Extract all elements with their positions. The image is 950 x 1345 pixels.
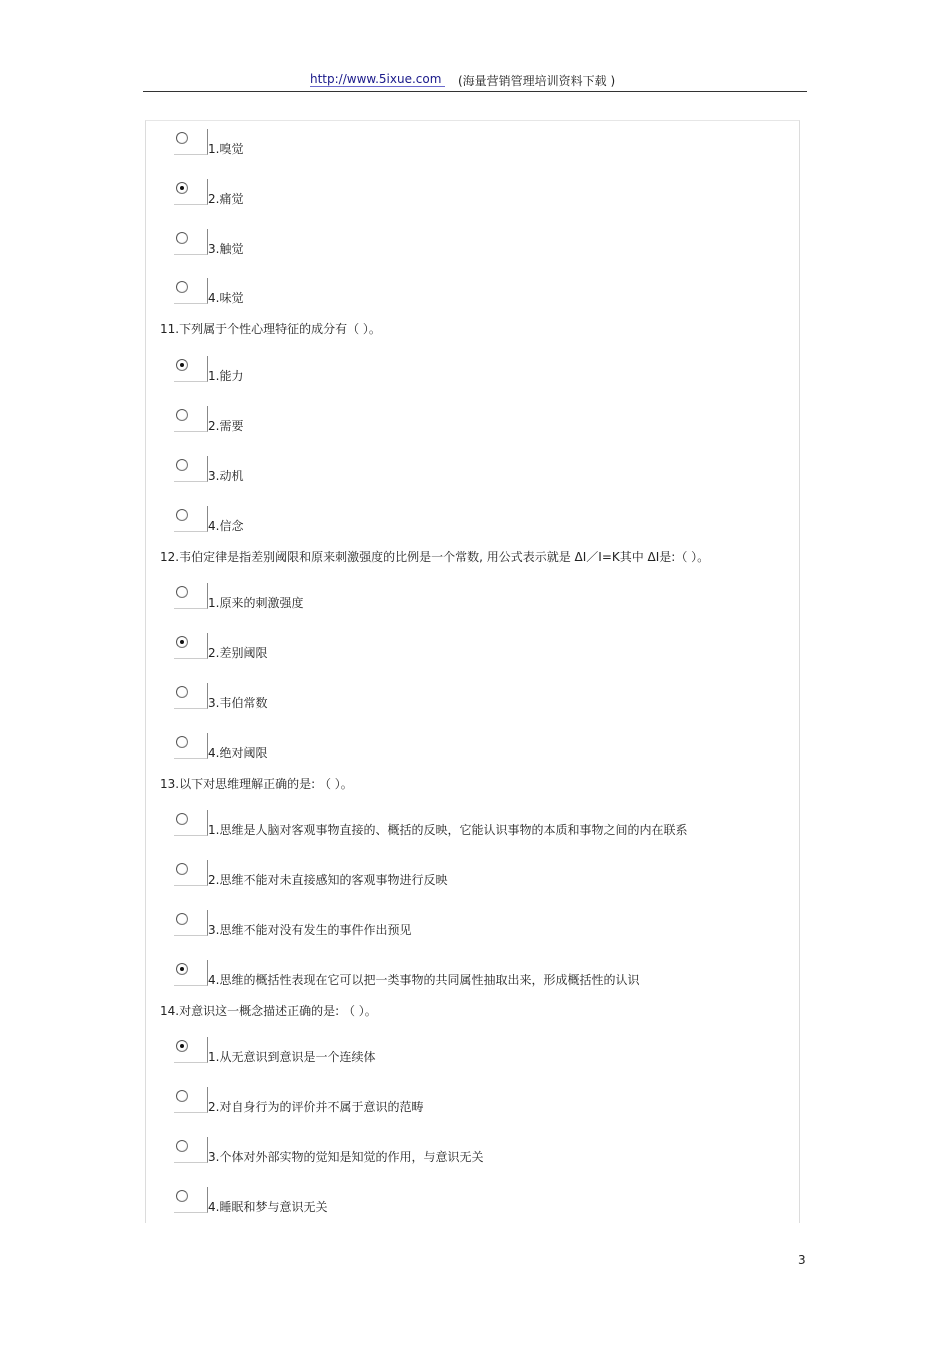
q11-option-2[interactable] (174, 406, 774, 434)
radio-button-icon[interactable] (176, 586, 188, 598)
radio-button-icon[interactable] (176, 913, 188, 925)
radio-button-selected-icon[interactable] (176, 963, 188, 975)
q13-option-1[interactable] (174, 810, 774, 838)
option-label: 2.对自身行为的评价并不属于意识的范畴 (208, 1100, 424, 1114)
q13-option-3[interactable] (174, 910, 774, 938)
radio-button-icon[interactable] (176, 813, 188, 825)
q14-option-2[interactable] (174, 1087, 774, 1115)
radio-button-icon[interactable] (176, 409, 188, 421)
option-label: 4.绝对阈限 (208, 746, 268, 760)
question-12-text: 12.韦伯定律是指差别阈限和原来刺激强度的比例是一个常数, 用公式表示就是 ΔI／I=K其中 ΔI是:（ ）。 (160, 550, 710, 564)
header-url-link[interactable]: http://www.5ixue.com (310, 72, 445, 87)
radio-button-icon[interactable] (176, 1090, 188, 1102)
q12-option-1[interactable] (174, 583, 774, 611)
q14-option-4[interactable] (174, 1187, 774, 1215)
q10-option-2[interactable] (174, 179, 774, 207)
question-13-text: 13.以下对思维理解正确的是: （ ）。 (160, 777, 353, 791)
radio-button-icon[interactable] (176, 232, 188, 244)
option-label: 3.韦伯常数 (208, 696, 268, 710)
option-label: 3.动机 (208, 469, 244, 483)
option-label: 4.睡眠和梦与意识无关 (208, 1200, 328, 1214)
option-label: 2.痛觉 (208, 192, 244, 206)
option-label: 4.味觉 (208, 291, 244, 305)
option-label: 4.思维的概括性表现在它可以把一类事物的共同属性抽取出来，形成概括性的认识 (208, 973, 640, 987)
header-note: (海量营销管理培训资料下载 ) (458, 74, 616, 88)
option-label: 3.触觉 (208, 242, 244, 256)
option-label: 4.信念 (208, 519, 244, 533)
question-11-text: 11.下列属于个性心理特征的成分有（ ）。 (160, 322, 381, 336)
q14-option-1[interactable] (174, 1037, 774, 1065)
q11-option-1[interactable] (174, 356, 774, 384)
option-label: 3.个体对外部实物的觉知是知觉的作用，与意识无关 (208, 1150, 484, 1164)
radio-button-icon[interactable] (176, 132, 188, 144)
q10-option-3[interactable] (174, 229, 774, 257)
radio-button-icon[interactable] (176, 509, 188, 521)
q12-option-2[interactable] (174, 633, 774, 661)
q14-option-3[interactable] (174, 1137, 774, 1165)
q13-option-4[interactable] (174, 960, 774, 988)
q10-option-1[interactable] (174, 129, 774, 157)
radio-button-selected-icon[interactable] (176, 182, 188, 194)
option-label: 1.从无意识到意识是一个连续体 (208, 1050, 376, 1064)
option-label: 1.嗅觉 (208, 142, 244, 156)
radio-button-selected-icon[interactable] (176, 1040, 188, 1052)
radio-button-icon[interactable] (176, 1190, 188, 1202)
q11-option-4[interactable] (174, 506, 774, 534)
radio-button-icon[interactable] (176, 863, 188, 875)
radio-button-icon[interactable] (176, 459, 188, 471)
radio-button-selected-icon[interactable] (176, 359, 188, 371)
option-label: 1.原来的刺激强度 (208, 596, 304, 610)
option-label: 2.需要 (208, 419, 244, 433)
q12-option-4[interactable] (174, 733, 774, 761)
q12-option-3[interactable] (174, 683, 774, 711)
q10-option-4[interactable] (174, 278, 774, 306)
option-label: 2.思维不能对未直接感知的客观事物进行反映 (208, 873, 448, 887)
option-label: 1.思维是人脑对客观事物直接的、概括的反映，它能认识事物的本质和事物之间的内在联系 (208, 823, 688, 837)
radio-button-icon[interactable] (176, 686, 188, 698)
q11-option-3[interactable] (174, 456, 774, 484)
option-label: 2.差别阈限 (208, 646, 268, 660)
option-label: 3.思维不能对没有发生的事件作出预见 (208, 923, 412, 937)
option-label: 1.能力 (208, 369, 244, 383)
radio-button-selected-icon[interactable] (176, 636, 188, 648)
radio-button-icon[interactable] (176, 736, 188, 748)
q13-option-2[interactable] (174, 860, 774, 888)
page-number: 3 (798, 1253, 806, 1267)
question-14-text: 14.对意识这一概念描述正确的是: （ ）。 (160, 1004, 377, 1018)
radio-button-icon[interactable] (176, 281, 188, 293)
radio-button-icon[interactable] (176, 1140, 188, 1152)
page-header (143, 70, 807, 92)
